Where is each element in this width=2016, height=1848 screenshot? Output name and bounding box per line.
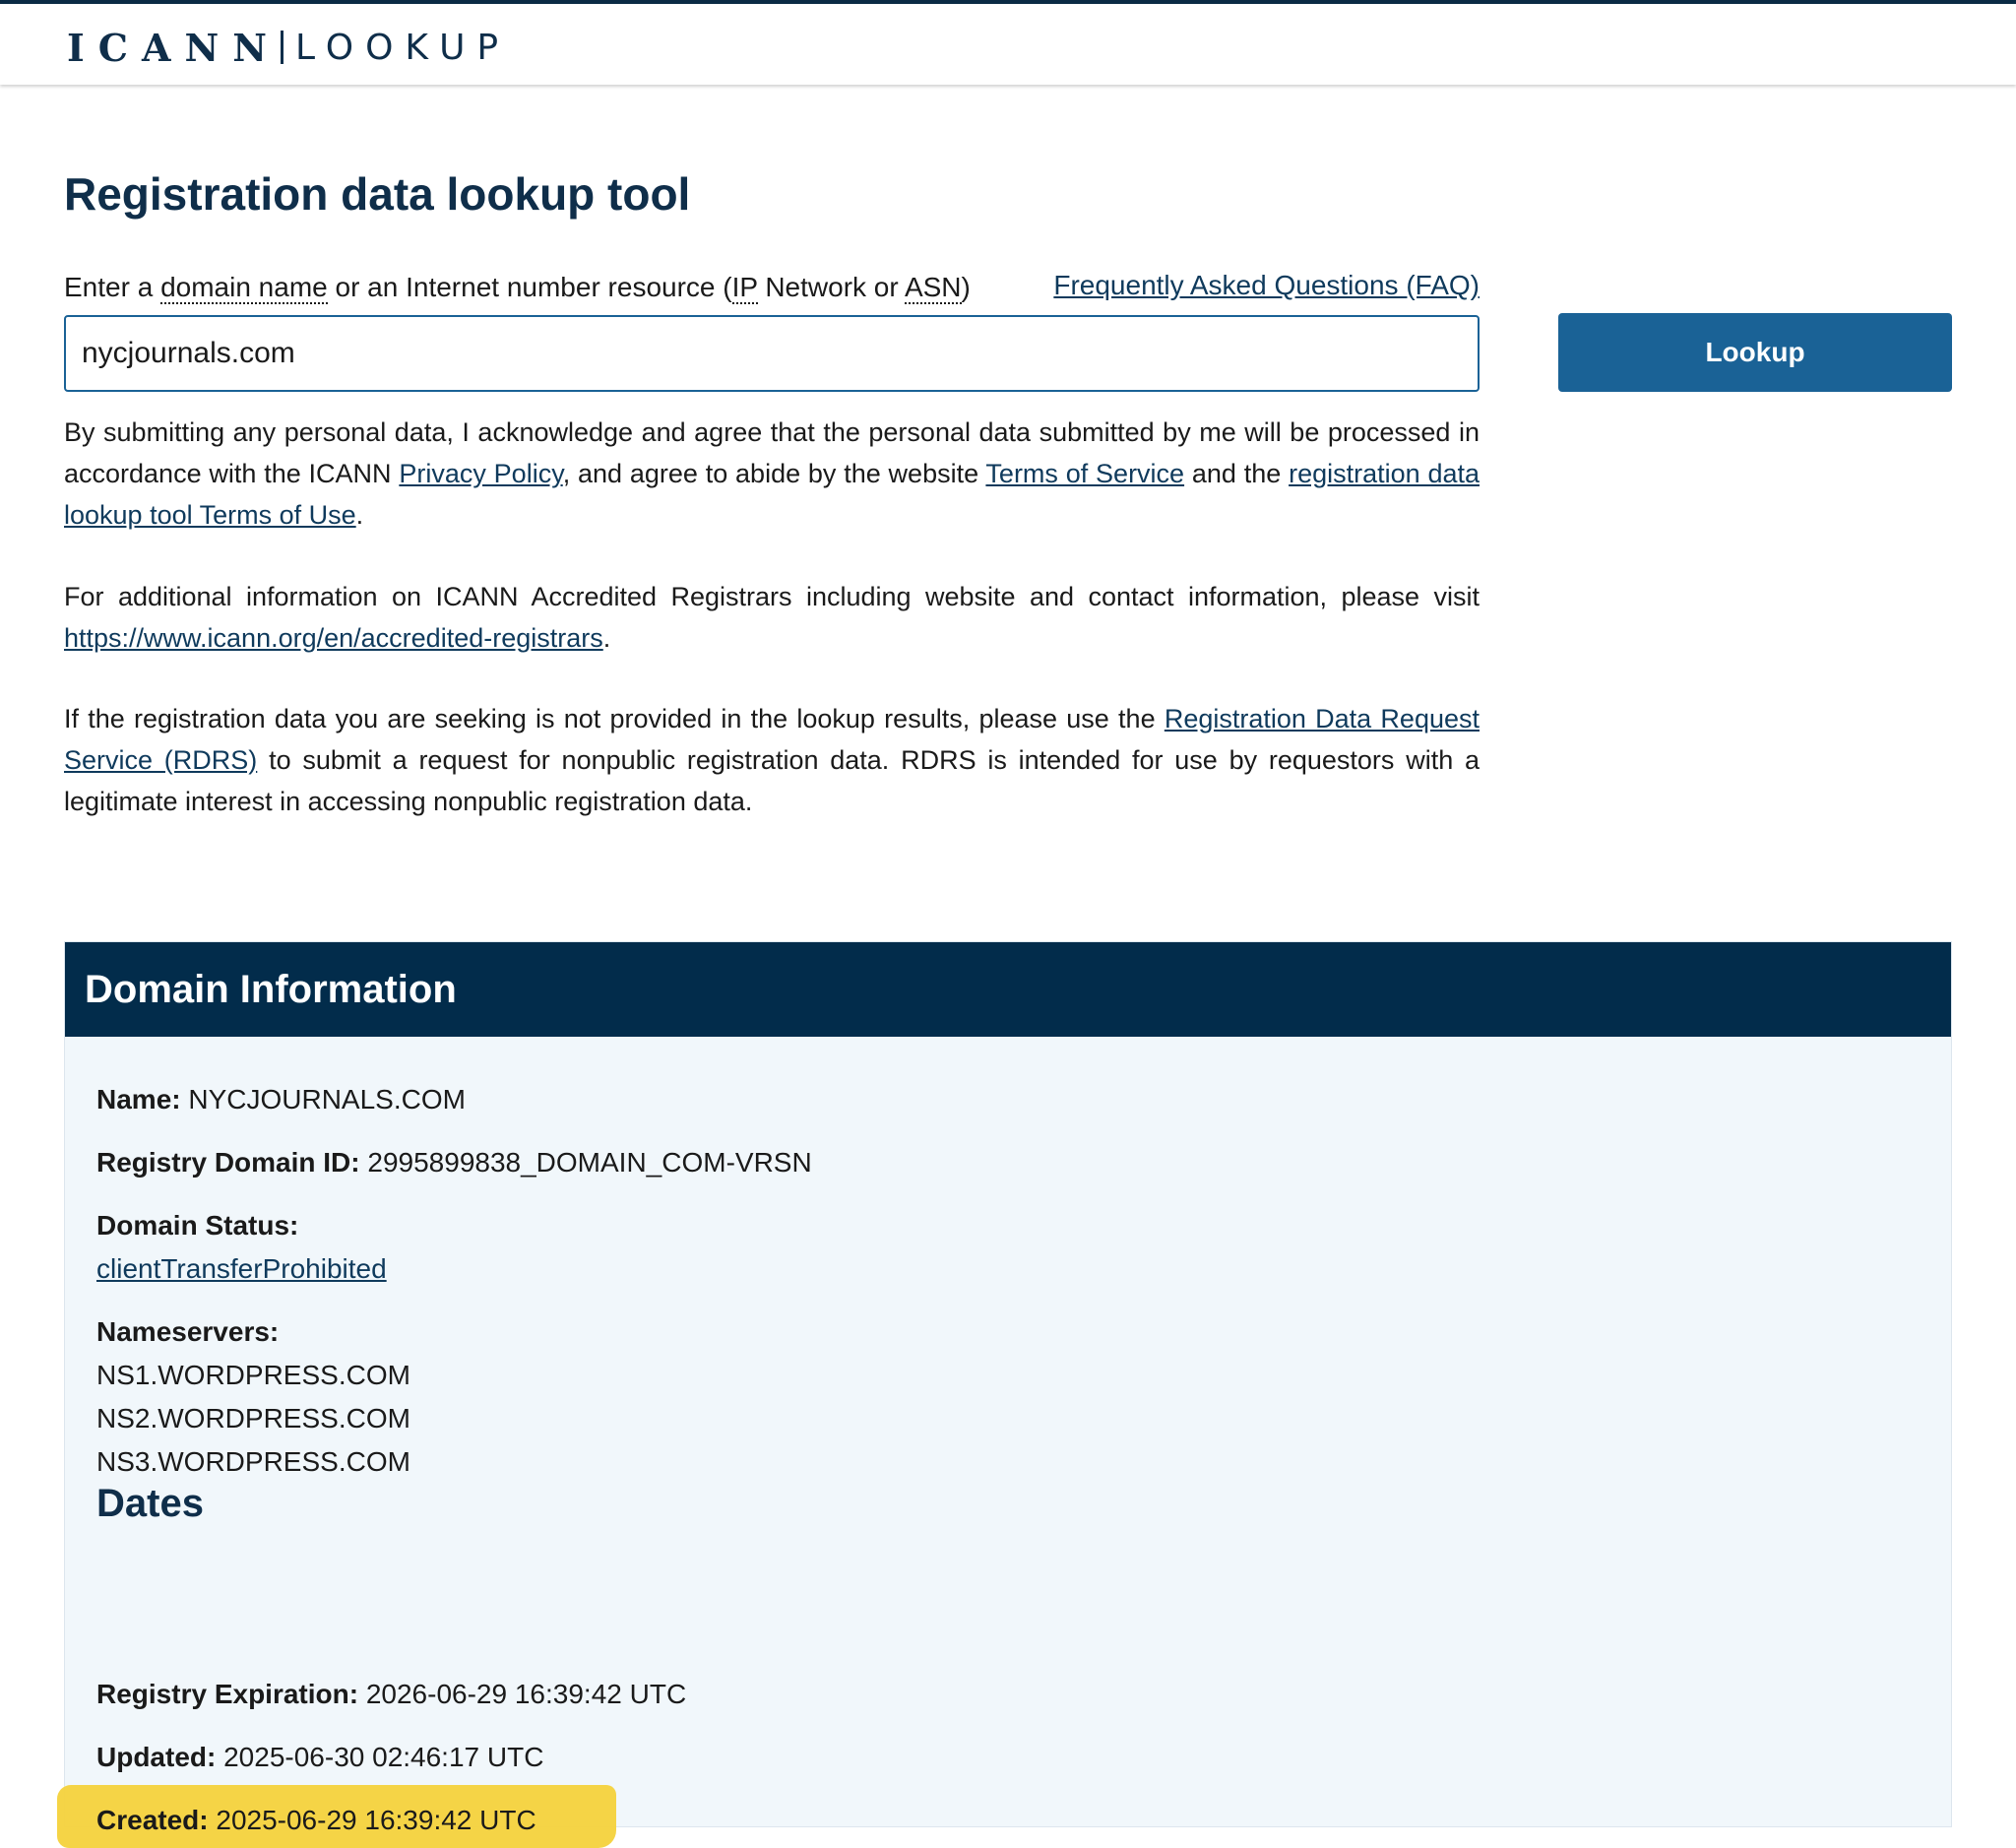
nameserver-item: NS2.WORDPRESS.COM [96, 1403, 410, 1434]
search-label [64, 272, 971, 303]
field-label: Domain Status: [96, 1210, 299, 1241]
terms-of-use-link[interactable]: registration data lookup tool Terms of Use [64, 459, 1480, 530]
field-label: Name: [96, 1084, 181, 1115]
domain-status-link[interactable]: clientTransferProhibited [96, 1253, 387, 1284]
icann-lookup-logo[interactable] [67, 25, 511, 70]
domain-information-header: Domain Information [65, 942, 1951, 1037]
disclaimer-text: and the [1184, 459, 1290, 488]
field-label: Registry Expiration: [96, 1679, 359, 1709]
search-input[interactable] [64, 315, 1480, 392]
field-label: Updated: [96, 1742, 217, 1772]
disclaimer-text: By submitting any personal data, I acknowledge and agree that the personal data submitted by me will be processed in accordance with the ICANN [64, 417, 1480, 488]
label-text: or an Internet number resource ( [327, 272, 732, 302]
lookup-button[interactable]: Lookup [1558, 313, 1952, 392]
registrars-info [64, 576, 1480, 659]
terms-of-service-link[interactable]: Terms of Service [985, 459, 1185, 488]
registry-expiration-field [96, 1673, 686, 1716]
logo-divider [281, 31, 284, 64]
field-value: 2025-06-30 02:46:17 UTC [223, 1742, 544, 1772]
nameservers-field [96, 1310, 410, 1484]
label-text: Network or [757, 272, 905, 302]
dates-heading: Dates [96, 1482, 204, 1525]
rdrs-link[interactable]: Registration Data Request Service (RDRS) [64, 704, 1480, 775]
page-title: Registration data lookup tool [64, 168, 691, 220]
privacy-policy-link[interactable]: Privacy Policy [399, 459, 563, 488]
field-label: Created: [96, 1805, 209, 1835]
field-label: Registry Domain ID: [96, 1147, 360, 1178]
field-value: 2995899838_DOMAIN_COM-VRSN [367, 1147, 812, 1178]
ip-term[interactable]: IP [731, 272, 758, 302]
domain-name-field [96, 1078, 466, 1121]
nameserver-item: NS3.WORDPRESS.COM [96, 1446, 410, 1477]
logo-lookup-text: LOOKUP [294, 27, 511, 68]
created-field [96, 1799, 536, 1842]
asn-term[interactable]: ASN [904, 272, 962, 302]
disclaimer-text: . [355, 500, 364, 530]
disclaimer-text: , and agree to abide by the website [562, 459, 986, 488]
accredited-registrars-link[interactable]: https://www.icann.org/en/accredited-registrars [64, 623, 603, 653]
field-value: 2026-06-29 16:39:42 UTC [365, 1679, 687, 1709]
faq-link[interactable]: Frequently Asked Questions (FAQ) [1053, 270, 1480, 300]
domain-name-term[interactable]: domain name [160, 272, 328, 302]
domain-status-field [96, 1204, 387, 1291]
rdrs-text: If the registration data you are seeking is not provided in the lookup results, please use the [64, 704, 1165, 733]
field-value: 2025-06-29 16:39:42 UTC [216, 1805, 536, 1835]
domain-information-panel [64, 941, 1952, 1835]
logo-icann-text: ICANN [67, 25, 281, 70]
field-value: NYCJOURNALS.COM [188, 1084, 466, 1115]
registry-domain-id-field [96, 1141, 812, 1184]
nameserver-list [96, 1354, 410, 1484]
rdrs-info [64, 698, 1480, 822]
updated-field [96, 1736, 543, 1779]
label-text: Enter a [64, 272, 161, 302]
label-text: ) [961, 272, 971, 302]
field-label: Nameservers: [96, 1316, 280, 1347]
nameserver-item: NS1.WORDPRESS.COM [96, 1360, 410, 1390]
rdrs-text: to submit a request for nonpublic registration data. RDRS is intended for use by requestors with a legitimate interest in accessing nonpublic registration data. [64, 745, 1480, 816]
registrars-text: . [602, 623, 611, 653]
top-bar [0, 0, 2016, 85]
privacy-disclaimer [64, 412, 1480, 536]
registrars-text: For additional information on ICANN Accredited Registrars including website and contact information, please visit [64, 582, 1480, 611]
